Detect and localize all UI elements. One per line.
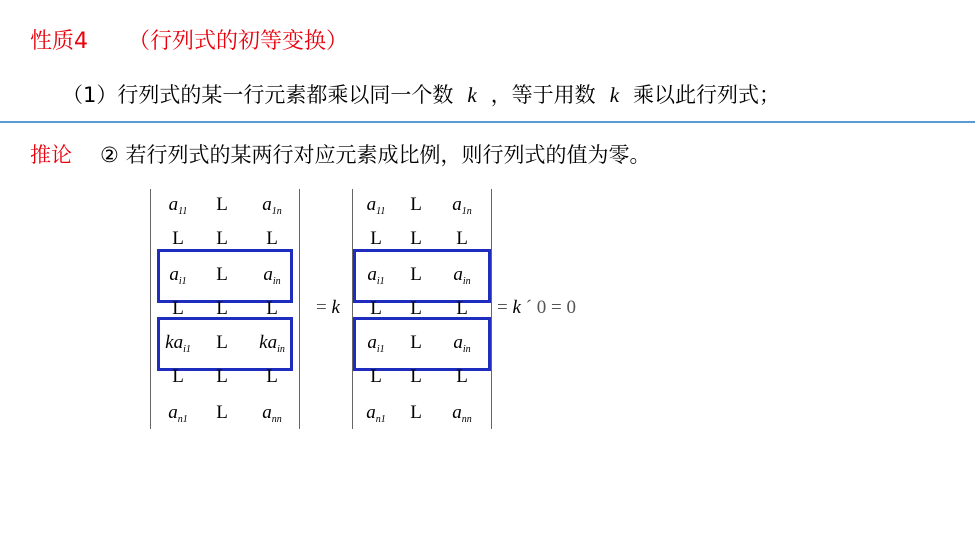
left-cell-r2-c3: L — [266, 228, 278, 249]
right-cell-r7-c3: $a_{nn}$ — [452, 402, 472, 425]
left-det-bar-left — [150, 189, 151, 429]
left-det-bar-right — [299, 189, 300, 429]
right-cell-r5-c1: $a_{i1}$ — [367, 332, 385, 355]
left-cell-r7-c3: $a_{nn}$ — [262, 402, 282, 425]
equals-zero — [497, 297, 576, 319]
right-cell-r2-c3: L — [456, 228, 468, 249]
left-cell-r4-c3: L — [266, 298, 278, 319]
right-cell-r4-c1: L — [370, 298, 382, 319]
right-cell-r7-c2: L — [410, 402, 422, 423]
eq1-var: k — [331, 297, 340, 318]
right-det-bar-left — [352, 189, 353, 429]
right-cell-r5-c2: L — [410, 332, 422, 353]
left-cell-r1-c2: L — [216, 194, 228, 215]
eq2-sign: = — [497, 297, 508, 318]
right-cell-r6-c1: L — [370, 366, 382, 387]
right-determinant — [352, 189, 492, 429]
left-cell-r6-c1: L — [172, 366, 184, 387]
right-cell-r3-c2: L — [410, 264, 422, 285]
statement-part2: ，等于用数 — [490, 83, 596, 107]
right-cell-r2-c1: L — [370, 228, 382, 249]
right-cell-r2-c2: L — [410, 228, 422, 249]
eq2-var: k — [512, 297, 521, 318]
left-cell-r7-c1: $a_{n1}$ — [168, 402, 188, 425]
left-cell-r4-c1: L — [172, 298, 184, 319]
right-cell-r1-c2: L — [410, 194, 422, 215]
right-cell-r4-c3: L — [456, 298, 468, 319]
section-divider — [0, 121, 975, 123]
property-label: 性质4 — [30, 29, 88, 54]
property-note: （行列式的初等变换） — [128, 29, 349, 54]
statement-var-k2: k — [609, 83, 620, 107]
right-cell-r6-c2: L — [410, 366, 422, 387]
left-cell-r3-c2: L — [216, 264, 228, 285]
right-cell-r1-c3: $a_{1n}$ — [452, 194, 472, 217]
left-cell-r6-c3: L — [266, 366, 278, 387]
left-cell-r6-c2: L — [216, 366, 228, 387]
statement-part3: 乘以此行列式； — [633, 83, 781, 107]
corollary-label: 推论 — [30, 143, 72, 167]
statement-part1: （1）行列式的某一行元素都乘以同一个数 — [62, 83, 454, 107]
right-cell-r7-c1: $a_{n1}$ — [366, 402, 386, 425]
left-cell-r1-c1: $a_{11}$ — [168, 194, 188, 217]
left-cell-r1-c3: $a_{1n}$ — [262, 194, 282, 217]
right-cell-r6-c3: L — [456, 366, 468, 387]
statement-var-k1: k — [467, 83, 477, 107]
equals-k — [316, 297, 340, 319]
left-cell-r5-c1: $ka_{i1}$ — [165, 332, 191, 355]
eq2-rest: ´ 0 = 0 — [525, 297, 576, 318]
right-cell-r4-c2: L — [410, 298, 422, 319]
left-cell-r3-c3: $a_{in}$ — [263, 264, 281, 287]
left-cell-r4-c2: L — [216, 298, 228, 319]
right-cell-r5-c3: $a_{in}$ — [453, 332, 471, 355]
left-cell-r5-c2: L — [216, 332, 228, 353]
right-cell-r1-c1: $a_{11}$ — [366, 194, 386, 217]
property-heading — [30, 24, 348, 55]
left-cell-r2-c2: L — [216, 228, 228, 249]
left-cell-r5-c3: $ka_{in}$ — [259, 332, 285, 355]
left-cell-r7-c2: L — [216, 402, 228, 423]
corollary-text: 若行列式的某两行对应元素成比例，则行列式的值为零。 — [125, 143, 651, 167]
left-cell-r3-c1: $a_{i1}$ — [169, 264, 187, 287]
corollary-number: ② — [100, 143, 119, 167]
right-cell-r3-c1: $a_{i1}$ — [367, 264, 385, 287]
property-statement — [62, 79, 780, 109]
corollary — [30, 139, 651, 169]
left-determinant — [150, 189, 300, 429]
eq1-sign: = — [316, 297, 327, 318]
right-cell-r3-c3: $a_{in}$ — [453, 264, 471, 287]
right-det-bar-right — [491, 189, 492, 429]
left-cell-r2-c1: L — [172, 228, 184, 249]
